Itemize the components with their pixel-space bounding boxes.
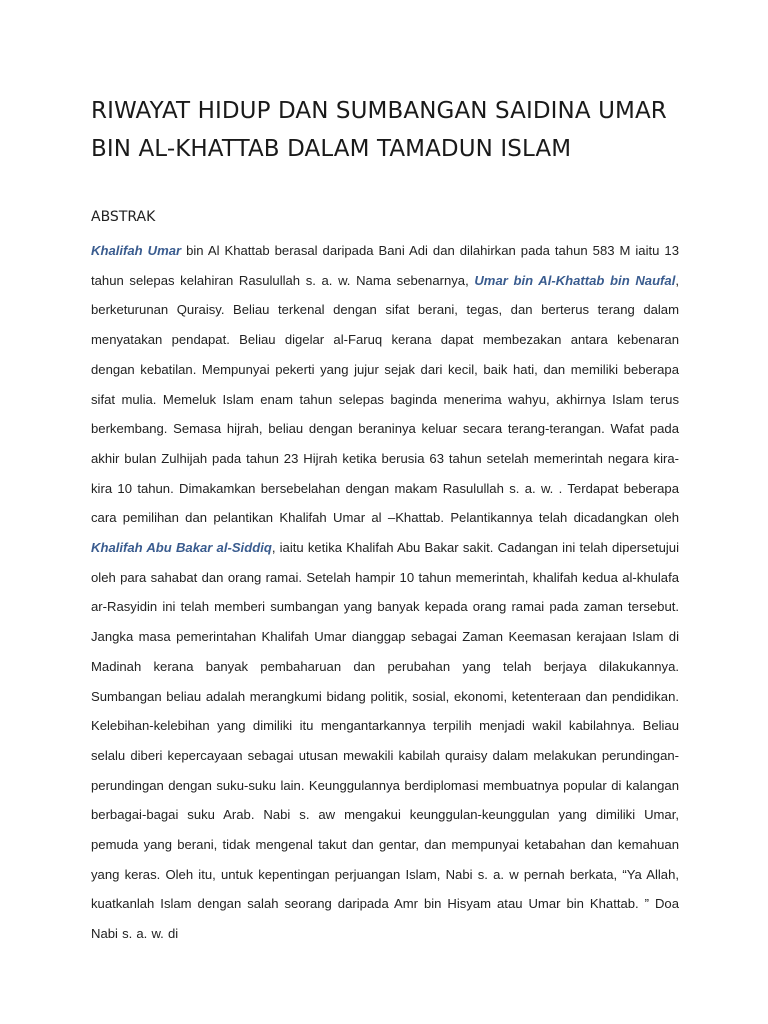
paragraph-text-1: bin Al Khattab berasal daripada Bani Adi dan dilahirkan pada tahun 583 M iaitu 13 tahun selepas kelahiran Rasulullah s. a. w. Nama sebenarnya,	[91, 243, 679, 288]
section-heading-abstrak: ABSTRAK	[91, 209, 156, 225]
paragraph-text-2: , berketurunan Quraisy. Beliau terkenal dengan sifat berani, tegas, dan berterus terang dalam menyatakan pendapat. Beliau digelar al-Faruq kerana dapat membezakan antara kebenaran dengan kebatilan. Mempunyai pekerti yang jujur sejak dari kecil, baik hati, dan memiliki beberapa sifat mulia. Memeluk Islam enam tahun selepas baginda menerima wahyu, akhirnya Islam terus berkembang. Semasa hijrah, beliau dengan beraninya keluar secara terang-terangan. Wafat pada akhir bulan Zulhijah pada tahun 23 Hijrah ketika berusia 63 tahun setelah memerintah negara kira-kira 10 tahun. Dimakamkan bersebelahan dengan makam Rasulullah s. a. w. . Terdapat beberapa cara pemilihan dan pelantikan Khalifah Umar al –Khattab. Pelantikannya telah dicadangkan oleh	[91, 272, 679, 526]
paragraph-text-3: , iaitu ketika Khalifah Abu Bakar sakit. Cadangan ini telah dipersetujui oleh para sahabat dan orang ramai. Setelah hampir 10 tahun memerintah, khalifah kedua al-khulafa ar-Rasyidin ini telah memberi sumbangan yang banyak kepada orang ramai pada zaman tersebut. Jangka masa pemerintahan Khalifah Umar dianggap sebagai Zaman Keemasan kerajaan Islam di Madinah kerana banyak pembaharuan dan perubahan yang telah berjaya dilakukannya. Sumbangan beliau adalah merangkumi bidang politik, sosial, ekonomi, ketenteraan dan pendidikan. Kelebihan-kelebihan yang dimiliki itu mengantarkannya terpilih menjadi wakil kabilahnya. Beliau selalu diberi kepercayaan sebagai utusan mewakili kabilah quraisy dalam melakukan perundingan-perundingan dengan suku-suku lain. Keunggulannya berdiplomasi membuatnya popular di kalangan berbagai-bagai suku Arab. Nabi s. aw mengakui keunggulan-keunggulan yang dimiliki Umar, pemuda yang berani, tidak mengenal takut dan gentar, dan mempunyai ketabahan dan kemahuan yang keras. Oleh itu, untuk kepentingan perjuangan Islam, Nabi s. a. w pernah berkata, “Ya Allah, kuatkanlah Islam dengan salah seorang daripada Amr bin Hisyam atau Umar bin Khattab. ” Doa Nabi s. a. w. di	[91, 540, 679, 942]
link-khalifah-umar[interactable]: Khalifah Umar	[91, 243, 182, 258]
link-abu-bakar[interactable]: Khalifah Abu Bakar al-Siddiq	[91, 540, 272, 556]
abstract-paragraph	[91, 236, 679, 949]
document-title: RIWAYAT HIDUP DAN SUMBANGAN SAIDINA UMAR BIN AL-KHATTAB DALAM TAMADUN ISLAM	[91, 98, 667, 162]
link-umar-bin-al-khattab[interactable]: Umar bin Al-Khattab bin Naufal	[474, 272, 676, 288]
